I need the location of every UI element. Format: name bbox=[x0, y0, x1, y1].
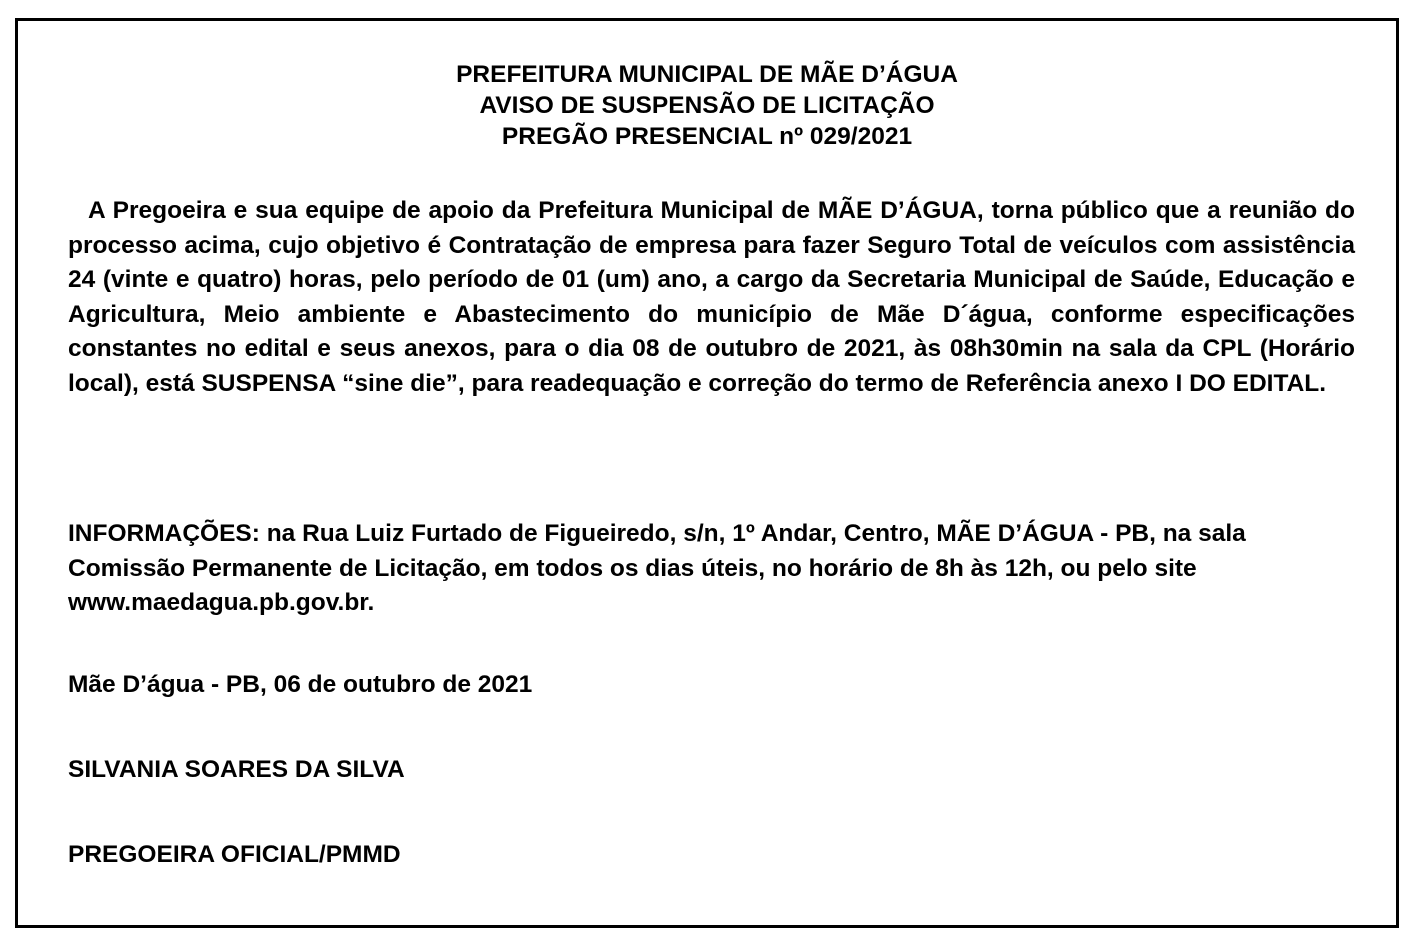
notice-title: AVISO DE SUSPENSÃO DE LICITAÇÃO bbox=[479, 92, 935, 119]
notice-frame bbox=[15, 18, 1399, 928]
municipality-title: PREFEITURA MUNICIPAL DE MÃE D’ÁGUA bbox=[456, 61, 958, 88]
notice-header bbox=[18, 59, 1396, 152]
signer-title: PREGOEIRA OFICIAL/PMMD bbox=[68, 841, 401, 868]
notice-paragraph: A Pregoeira e sua equipe de apoio da Prefeitura Municipal de MÃE D’ÁGUA, torna público que a reunião do processo acima, cujo objetivo é Contratação de empresa para fazer Seguro Total de veículos com assistência 24 (vinte e quatro) horas, pelo período de 01 (um) ano, a cargo da Secretaria Municipal de Saúde, Educação e Agricultura, Meio ambiente e Abastecimento do município de Mãe D´água, conforme especificações constantes no edital e seus anexos, para o dia 08 de outubro de 2021, às 08h30min na sala da CPL (Horário local), está SUSPENSA “sine die”, para readequação e correção do termo de Referência anexo I DO EDITAL. bbox=[68, 197, 1355, 397]
procurement-reference: PREGÃO PRESENCIAL nº 029/2021 bbox=[501, 123, 913, 150]
information-paragraph: INFORMAÇÕES: na Rua Luiz Furtado de Figueiredo, s/n, 1º Andar, Centro, MÃE D’ÁGUA - PB, na sala Comissão Permanente de Licitação, em todos os dias úteis, no horário de 8h às 12h, ou pelo site www.maedagua.pb.gov.br. bbox=[68, 520, 1246, 616]
place-date: Mãe D’água - PB, 06 de outubro de 2021 bbox=[68, 671, 533, 698]
signer-name: SILVANIA SOARES DA SILVA bbox=[68, 756, 405, 783]
